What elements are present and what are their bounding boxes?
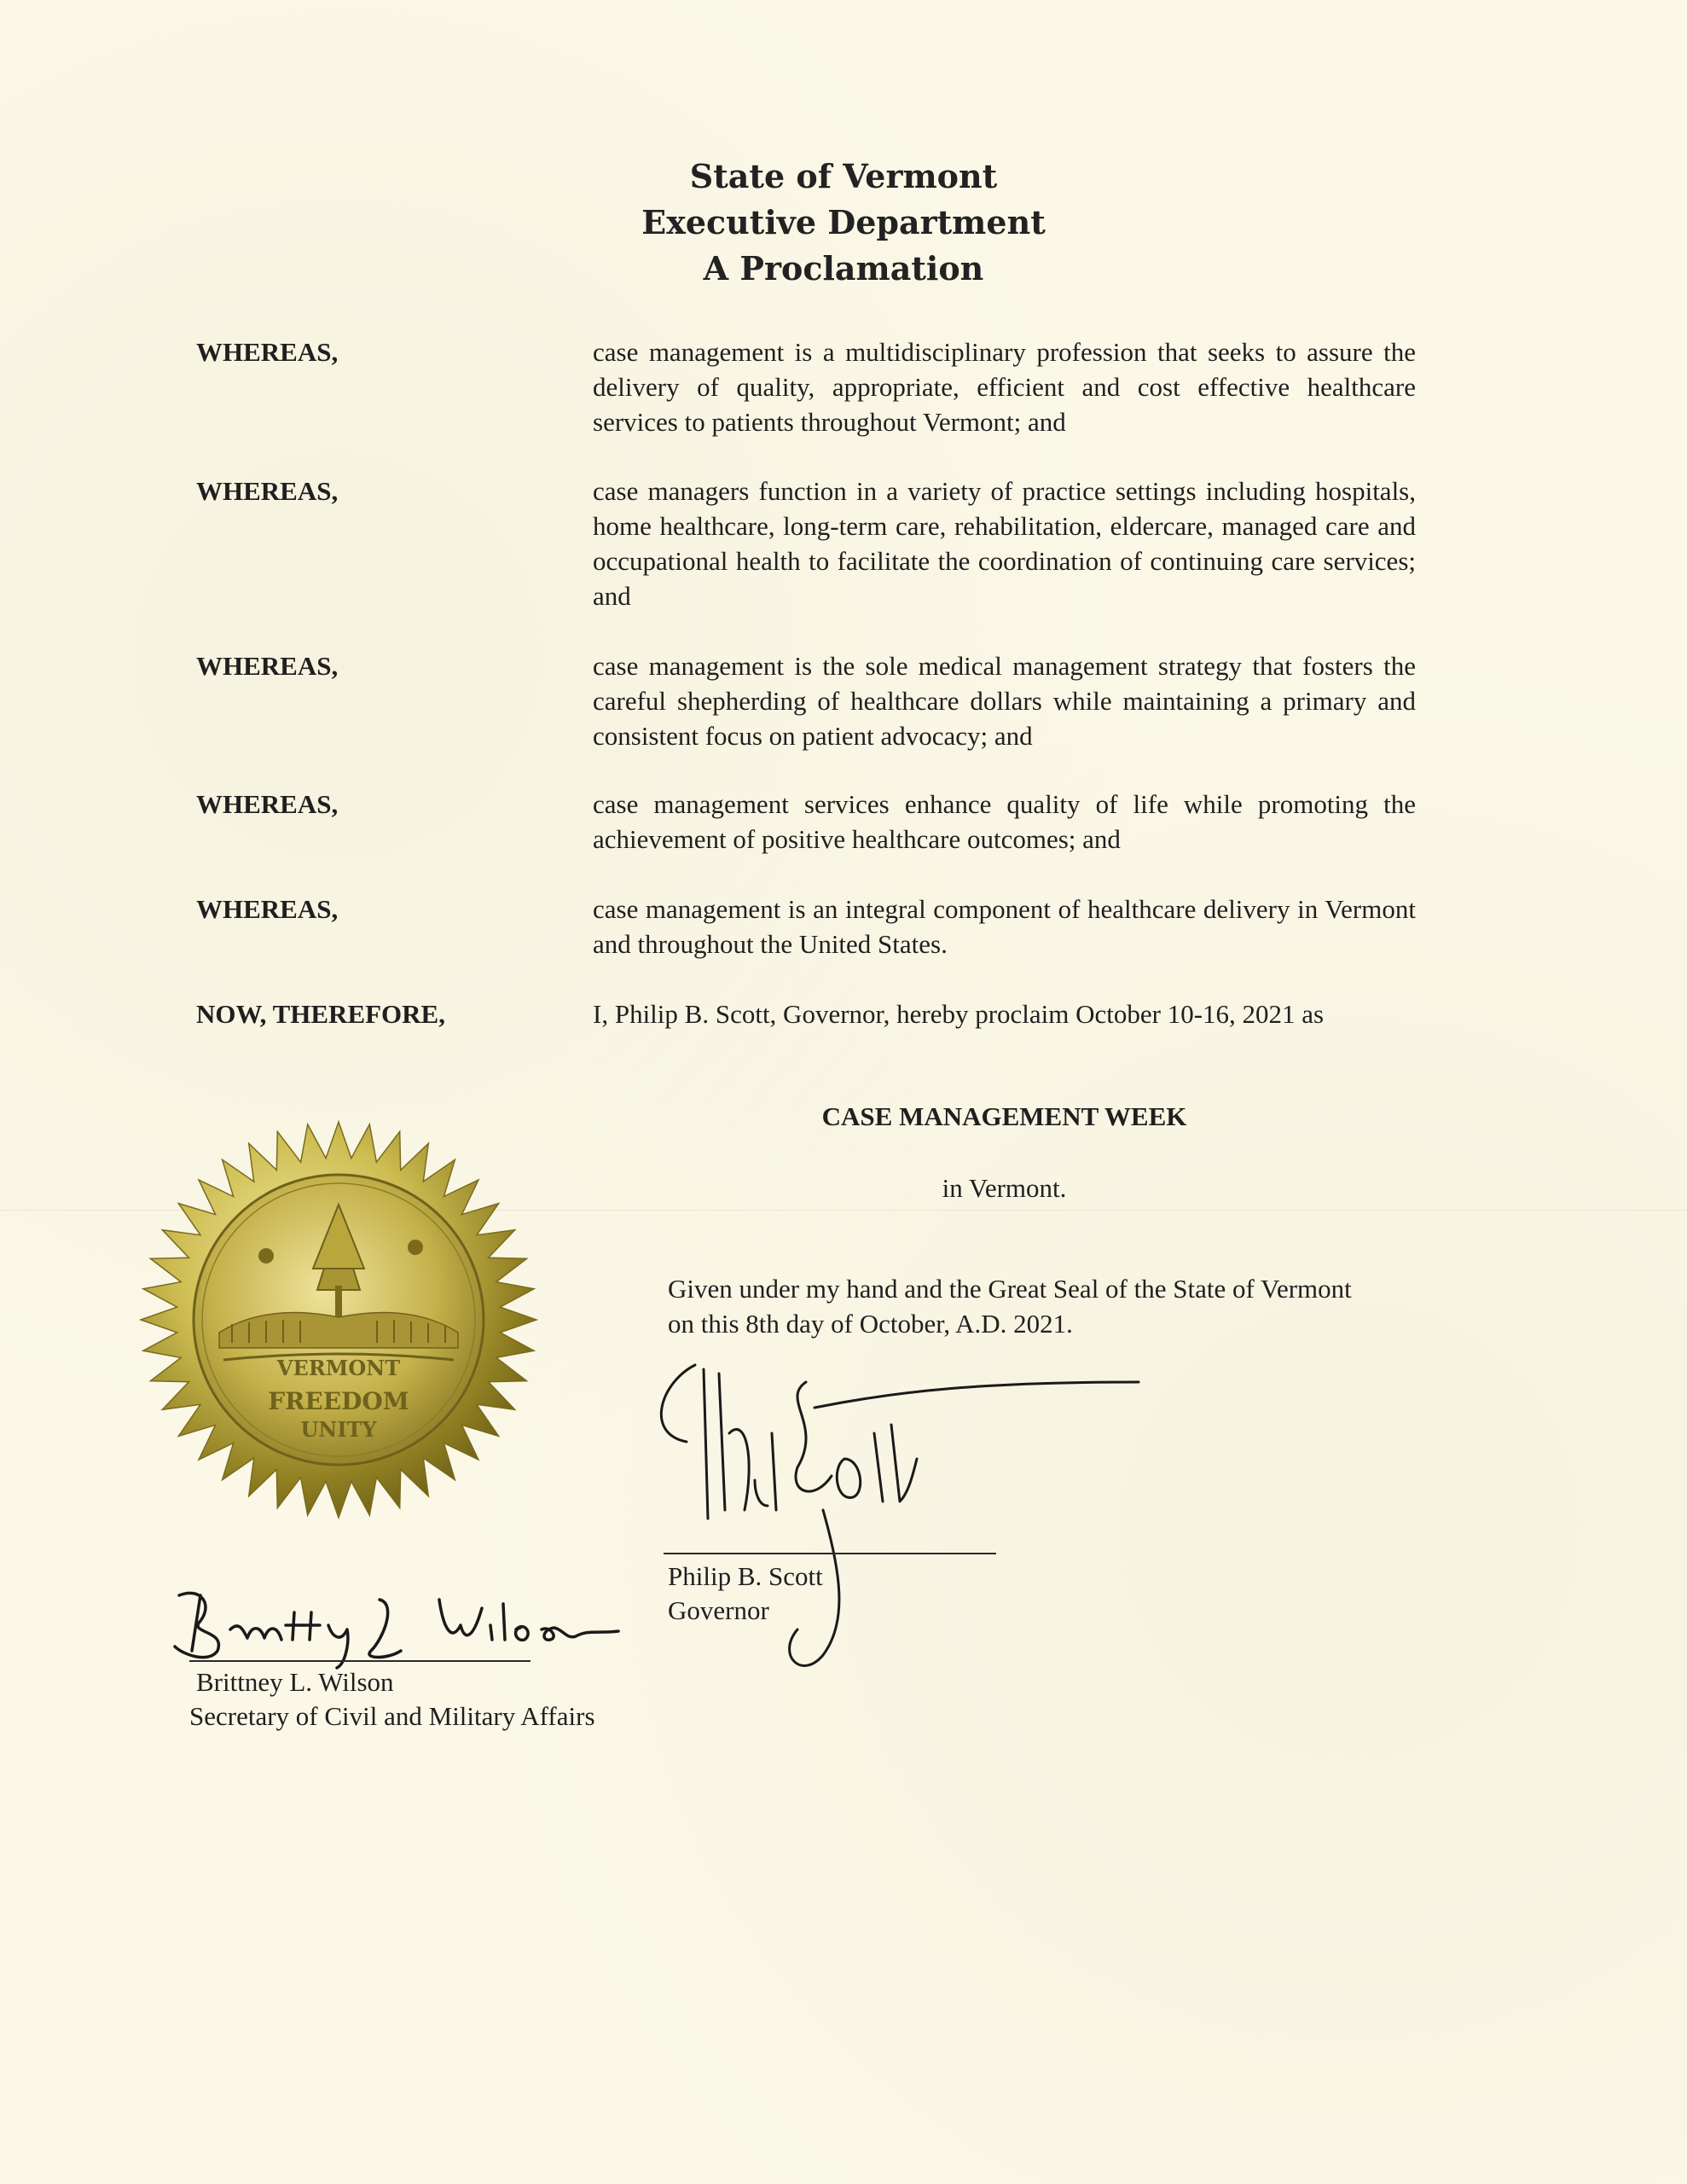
- secretary-name: Brittney L. Wilson: [196, 1667, 394, 1697]
- clause-text: case management is a multidisciplinary profession that seeks to assure the delivery of quality, appropriate, efficient and cost effective healthcare services to patients throughout Vermont; and: [593, 337, 1416, 437]
- proclamation-location: in Vermont.: [942, 1173, 1067, 1203]
- governor-signature-line: [664, 1553, 996, 1554]
- header-department: Executive Department: [641, 203, 1046, 241]
- header-proclamation: A Proclamation: [703, 249, 984, 288]
- clause-label: WHEREAS,: [196, 651, 339, 681]
- clause-label: WHEREAS,: [196, 894, 339, 924]
- header-state: State of Vermont: [689, 157, 998, 195]
- governor-signature-icon: [627, 1331, 1156, 1689]
- clause-label: WHEREAS,: [196, 337, 339, 367]
- governor-title: Governor: [668, 1595, 769, 1625]
- secretary-signature-line: [189, 1660, 530, 1662]
- clause-text: I, Philip B. Scott, Governor, hereby proclaim October 10-16, 2021 as: [593, 999, 1325, 1029]
- clause-text: case management services enhance quality of life while promoting the achievement of positive healthcare outcomes; and: [593, 789, 1416, 854]
- great-seal-icon: [138, 1119, 539, 1520]
- clause-label: WHEREAS,: [196, 476, 339, 506]
- clause-text: case management is an integral component of healthcare delivery in Vermont and throughout the United States.: [593, 894, 1416, 959]
- seal-text-freedom: FREEDOM: [268, 1387, 409, 1415]
- secretary-title: Secretary of Civil and Military Affairs: [189, 1701, 595, 1731]
- governor-name: Philip B. Scott: [668, 1561, 823, 1591]
- clause-text: case management is the sole medical management strategy that fosters the careful shepherding of healthcare dollars while maintaining a primary and consistent focus on patient advocacy; and: [593, 651, 1416, 751]
- document-header: [0, 154, 1687, 292]
- given-statement: Given under my hand and the Great Seal of the State of Vermont on this 8th day of October, A.D. 2021.: [668, 1274, 1352, 1339]
- clause-label: WHEREAS,: [196, 789, 339, 819]
- clause-text: case managers function in a variety of practice settings including hospitals, home healthcare, long-term care, rehabilitation, eldercare, managed care and occupational health to facilitate the coordination of continuing care services; and: [593, 476, 1416, 611]
- secretary-signature-icon: [166, 1578, 644, 1672]
- proclamation-title: CASE MANAGEMENT WEEK: [821, 1101, 1187, 1131]
- seal-text-unity: UNITY: [300, 1417, 377, 1442]
- seal-text-vermont: VERMONT: [276, 1356, 401, 1380]
- clause-label: NOW, THEREFORE,: [196, 999, 445, 1029]
